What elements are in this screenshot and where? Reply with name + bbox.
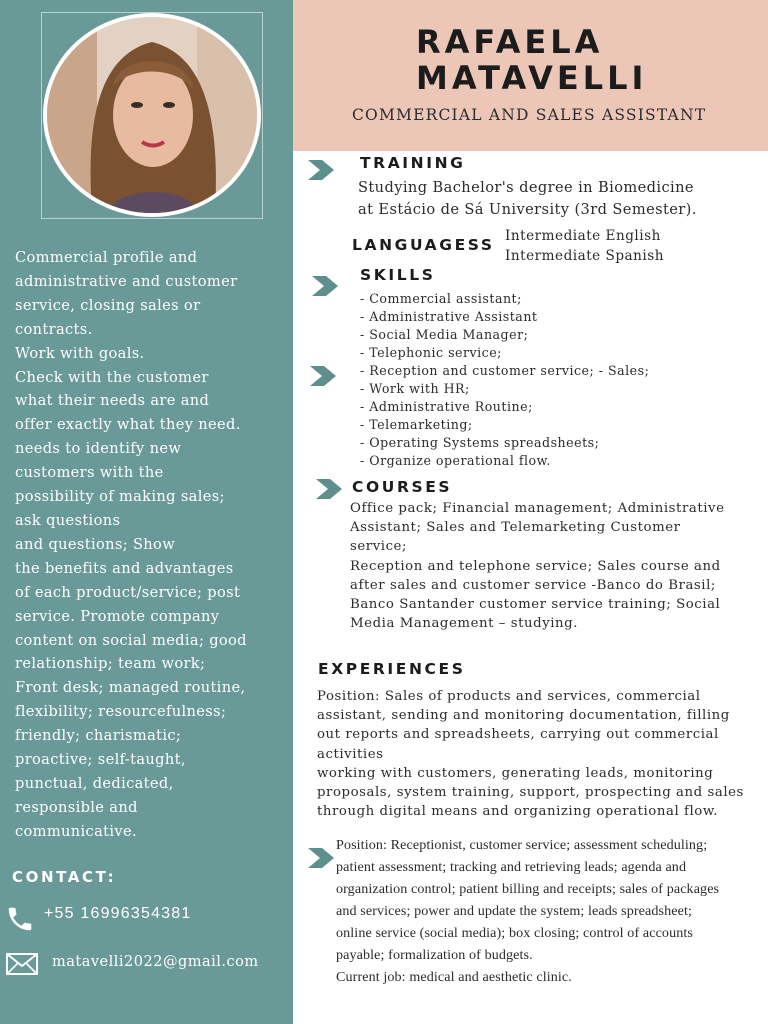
skills-list: [360, 290, 649, 470]
courses-line: Reception and telephone service; Sales course and: [350, 558, 721, 574]
courses-line: after sales and customer service -Banco do Brasil;: [350, 577, 716, 593]
profile-line: proactive; self-taught,: [15, 751, 186, 769]
profile-line: service, closing sales or: [15, 296, 201, 314]
profile-line: the benefits and advantages: [15, 559, 234, 577]
skill-item: - Commercial assistant;: [360, 291, 522, 306]
profile-line: Work with goals.: [15, 344, 145, 362]
experience-line: activities: [317, 746, 384, 762]
profile-line: Commercial profile and: [15, 249, 198, 266]
chevron-right-icon: [308, 160, 334, 180]
profile-line: responsible and: [15, 798, 138, 816]
experience-line: Position: Sales of products and services, commercial: [317, 689, 701, 704]
language-item: Intermediate English: [505, 228, 661, 244]
skill-item: - Administrative Routine;: [360, 399, 533, 414]
courses-title: COURSES: [352, 478, 453, 496]
courses-line: Banco Santander customer service training; Social: [350, 597, 721, 613]
courses-line: Office pack; Financial management; Administrative: [350, 501, 725, 516]
training-line: at Estácio de Sá University (3rd Semester).: [358, 200, 697, 218]
skill-item: - Telephonic service;: [360, 345, 502, 360]
profile-line: Check with the customer: [15, 368, 209, 386]
chevron-right-icon: [316, 479, 342, 499]
profile-line: administrative and customer: [15, 272, 238, 290]
profile-line: relationship; team work;: [15, 655, 206, 673]
experience-line: proposals, system training, support, prospecting and sales: [317, 785, 744, 801]
experience-line: through digital means and organizing operational flow.: [317, 804, 718, 820]
languages-title: LANGUAGESS: [352, 236, 495, 254]
experience-line: Position: Receptionist, customer service; assessment scheduling;: [336, 837, 708, 853]
profile-line: what their needs are and: [15, 392, 210, 410]
profile-line: contracts.: [15, 320, 93, 338]
profile-line: friendly; charismatic;: [15, 727, 182, 745]
profile-line: Front desk; managed routine,: [15, 679, 246, 697]
chevron-right-icon: [312, 276, 338, 296]
experience-line: and services; power and update the system; leads spreadsheet;: [336, 903, 692, 919]
experiences-title: EXPERIENCES: [318, 660, 466, 678]
profile-line: ask questions: [15, 511, 121, 529]
profile-photo: [43, 13, 261, 217]
profile-line: offer exactly what they need.: [15, 416, 241, 434]
name-line: RAFAELA: [416, 23, 604, 61]
profile-line: of each product/service; post: [15, 583, 241, 601]
languages-list: [505, 226, 664, 266]
skill-item: - Work with HR;: [360, 381, 470, 396]
skill-item: - Reception and customer service; - Sales;: [360, 363, 650, 378]
experience-line: organization control; patient billing and receipts; sales of packages: [336, 881, 720, 897]
courses-line: Media Management – studying.: [350, 616, 579, 632]
courses-line: Assistant; Sales and Telemarketing Customer: [350, 520, 681, 536]
profile-line: needs to identify new: [15, 440, 182, 458]
profile-line: punctual, dedicated,: [15, 774, 174, 792]
skill-item: - Social Media Manager;: [360, 327, 529, 342]
person-name: [416, 24, 647, 96]
skill-item: - Telemarketing;: [360, 417, 473, 432]
profile-line: and questions; Show: [15, 535, 176, 553]
experience-1: [317, 687, 744, 821]
profile-summary: [15, 246, 285, 844]
job-title: COMMERCIAL AND SALES ASSISTANT: [352, 106, 707, 124]
chevron-right-icon: [308, 848, 334, 868]
experience-line: online service (social media); box closing; control of accounts: [336, 925, 693, 941]
phone-link[interactable]: +55 16996354381: [44, 905, 192, 922]
training-line: Studying Bachelor's degree in Biomedicine: [358, 179, 694, 196]
profile-line: communicative.: [15, 822, 137, 840]
contact-title: CONTACT:: [12, 868, 117, 886]
profile-line: content on social media; good: [15, 631, 247, 649]
experience-line: out reports and spreadsheets, carrying out commercial: [317, 727, 719, 743]
name-line: MATAVELLI: [416, 59, 648, 97]
skills-title: SKILLS: [360, 266, 436, 284]
language-item: Intermediate Spanish: [505, 248, 665, 264]
training-title: TRAINING: [360, 154, 466, 172]
experience-line: Current job: medical and aesthetic clinic.: [336, 969, 572, 985]
skill-item: - Administrative Assistant: [360, 309, 538, 324]
profile-line: service. Promote company: [15, 607, 220, 625]
skill-item: - Operating Systems spreadsheets;: [360, 435, 600, 450]
profile-line: customers with the: [15, 464, 164, 482]
profile-line: possibility of making sales;: [15, 488, 225, 506]
profile-line: flexibility; resourcefulness;: [15, 703, 227, 721]
experience-line: assistant, sending and monitoring documentation, filling: [317, 708, 730, 724]
courses-line: service;: [350, 539, 408, 555]
email-link[interactable]: matavelli2022@gmail.com: [52, 954, 259, 970]
experience-2: [336, 834, 719, 988]
experience-line: working with customers, generating leads, monitoring: [317, 765, 714, 781]
courses-text: [350, 499, 725, 633]
phone-icon: [5, 904, 35, 934]
chevron-right-icon: [310, 366, 336, 386]
experience-line: patient assessment; tracking and retrieving leads; agenda and: [336, 859, 687, 875]
training-text: [358, 177, 697, 220]
envelope-icon: [6, 953, 38, 975]
skill-item: - Organize operational flow.: [360, 453, 551, 468]
experience-line: payable; formalization of budgets.: [336, 947, 533, 963]
